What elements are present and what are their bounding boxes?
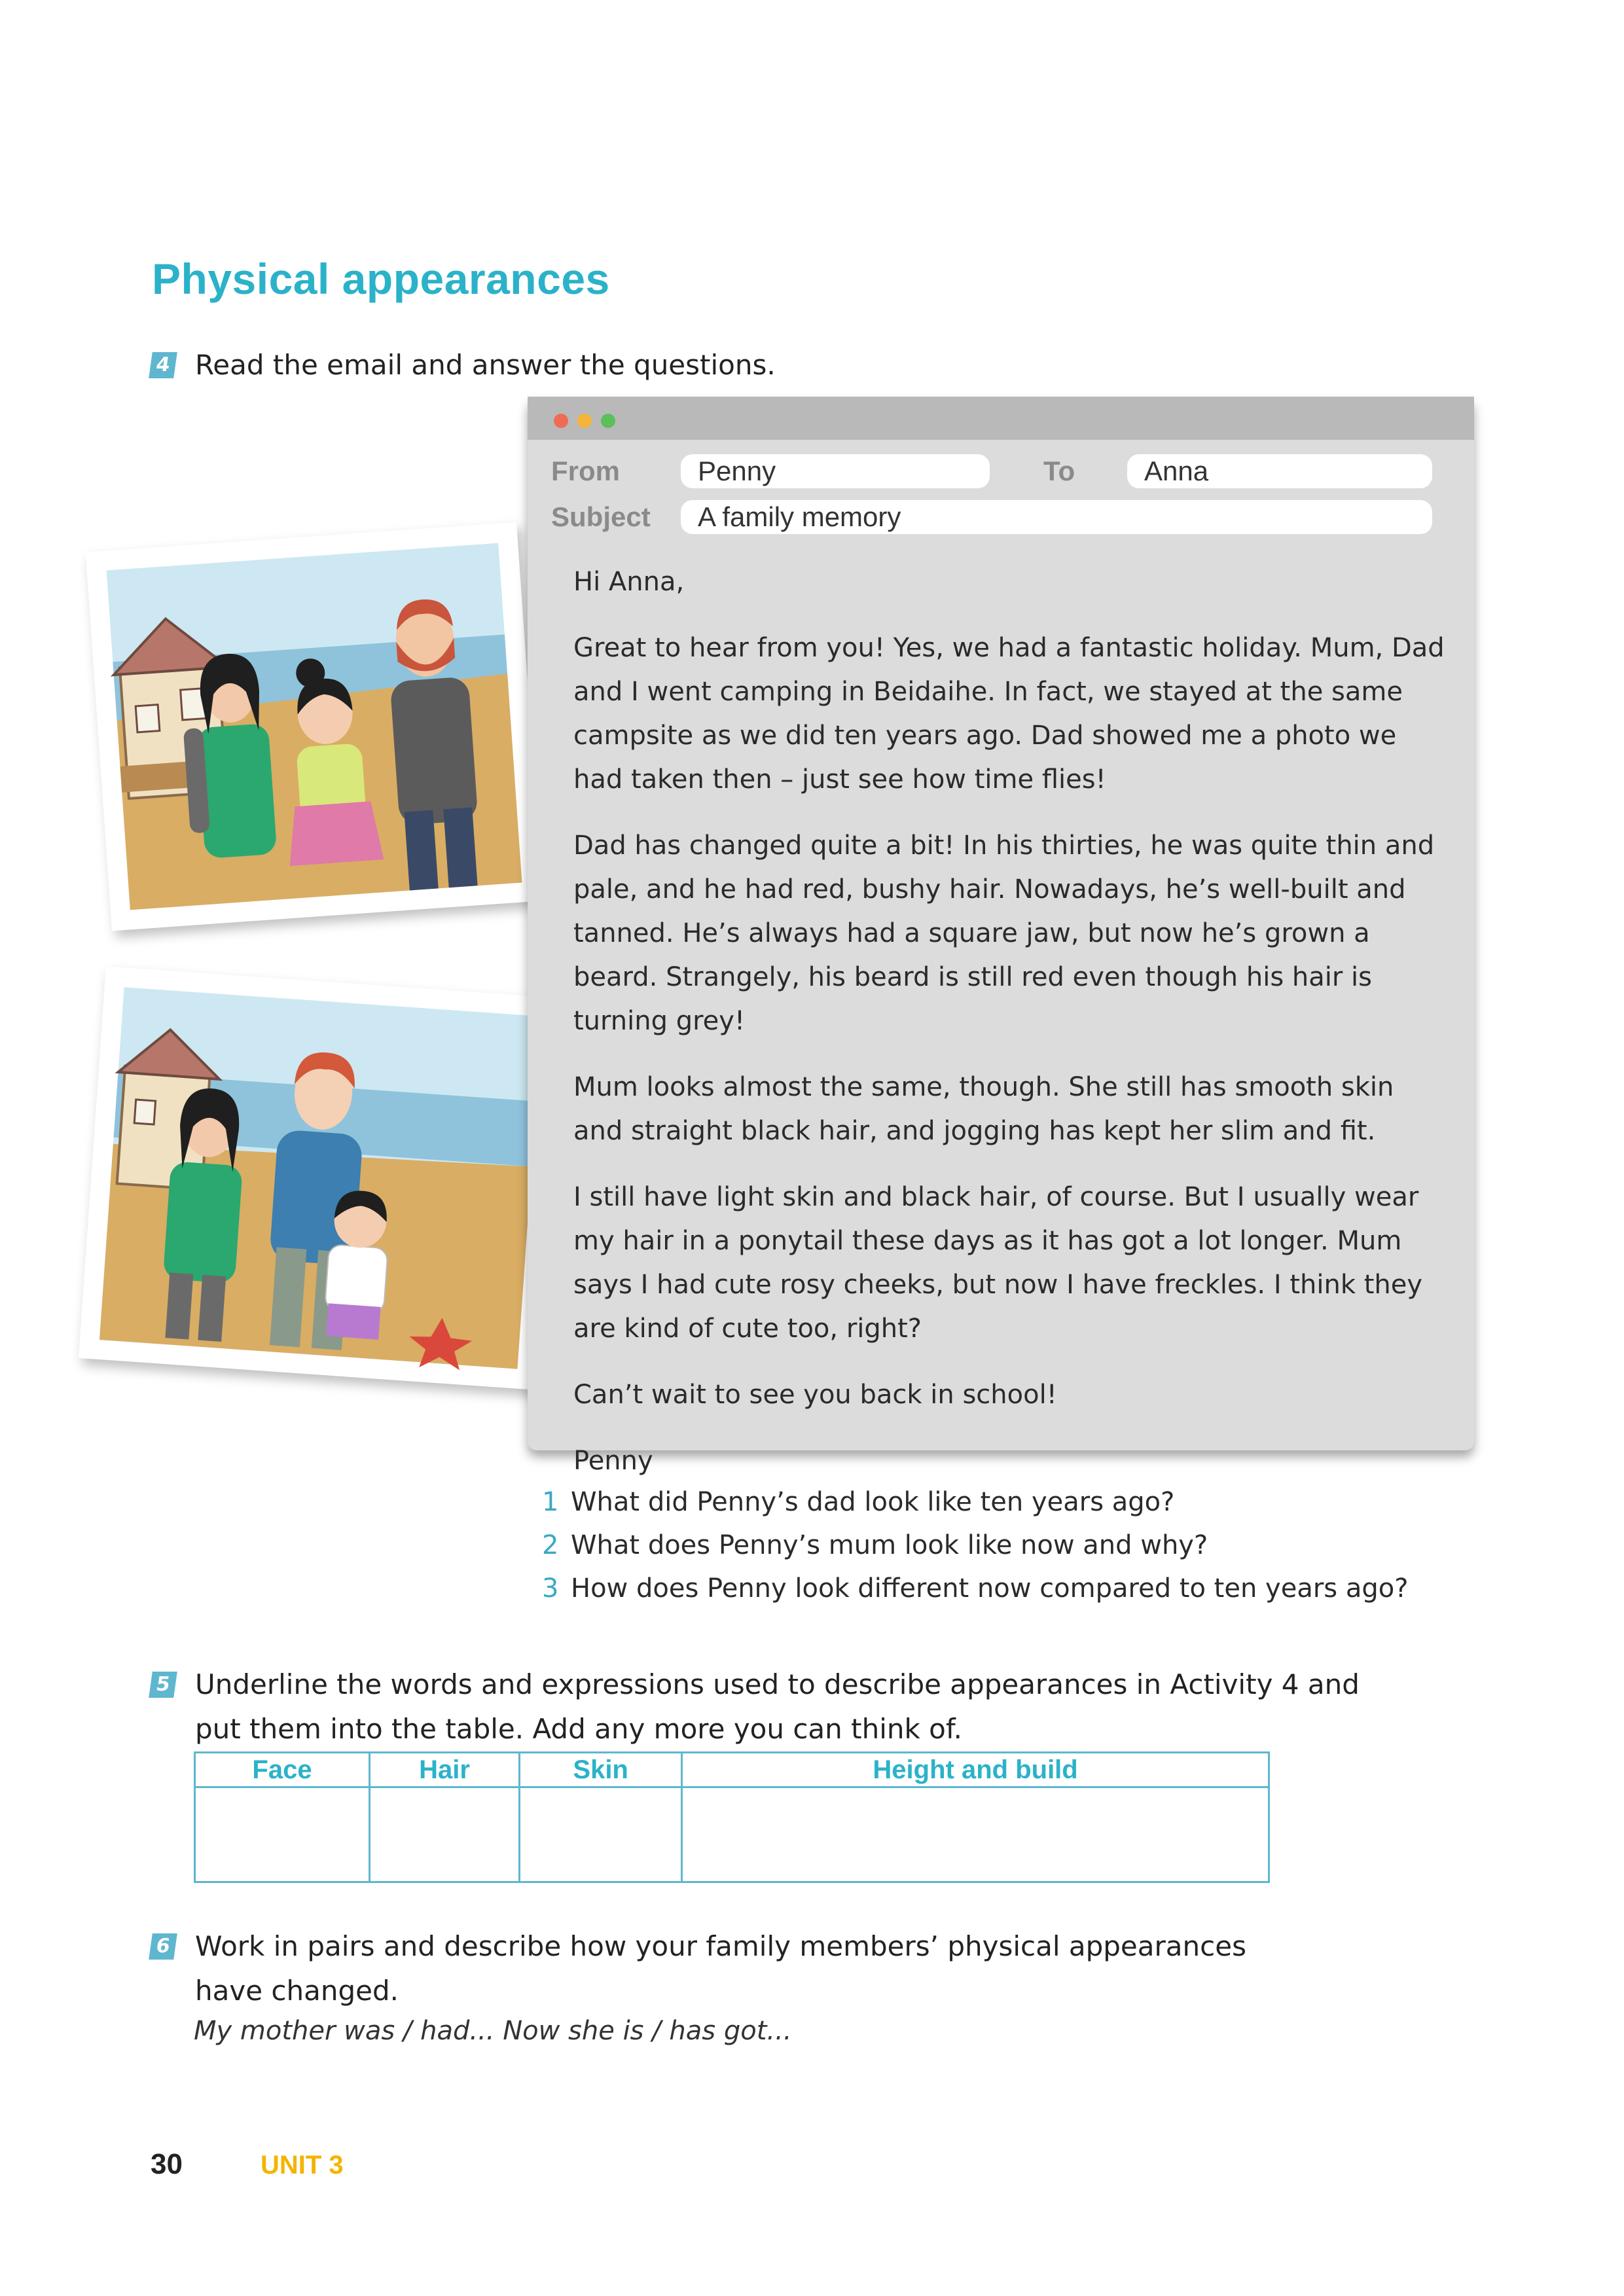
question-item (542, 1524, 1408, 1567)
question-text: How does Penny look different now compared to ten years ago? (571, 1573, 1409, 1604)
email-window (528, 397, 1474, 1476)
subject-field[interactable]: A family memory (681, 500, 1432, 534)
activity-6-instruction-line-1: Work in pairs and describe how your family members’ physical appearances (195, 1930, 1246, 1962)
email-body (573, 560, 1451, 1505)
email-paragraph-4: I still have light skin and black hair, of course. But I usually wear my hair in a ponytail these days as it has got a lot longer. Mum says I had cute rosy cheeks, but now I have freckles. I think they are kind of cute too, right? (573, 1182, 1423, 1344)
email-paragraph-2: Dad has changed quite a bit! In his thirties, he was quite thin and pale, and he had red, bushy hair. Nowadays, he’s well-built and tanned. He’s always had a square jaw, but now he’s grown a beard. Strangely, his beard is still red even though his hair is turning grey! (573, 831, 1435, 1036)
question-text: What does Penny’s mum look like now and why? (571, 1530, 1208, 1560)
appearance-vocab-table (194, 1751, 1270, 1883)
table-row (195, 1787, 1269, 1882)
question-list (542, 1480, 1408, 1610)
unit-label: UNIT 3 (261, 2151, 344, 2179)
photo-family-now (86, 522, 543, 931)
family-past-illustration (99, 987, 542, 1369)
activity-6-instruction-line-2: have changed. (195, 1975, 399, 2007)
to-label: To (1043, 456, 1075, 486)
question-text: What did Penny’s dad look like ten years ago? (571, 1487, 1175, 1517)
activity-5-instruction-line-1: Underline the words and expressions used to describe appearances in Activity 4 and (195, 1668, 1360, 1700)
activity-4-instruction: Read the email and answer the questions. (195, 349, 776, 381)
activity-6-number: 6 (149, 1933, 177, 1960)
email-paragraph-5: Can’t wait to see you back in school! (573, 1380, 1057, 1410)
photo-family-ten-years-ago (79, 966, 563, 1390)
table-cell-face[interactable] (195, 1787, 370, 1882)
activity-4-number: 4 (149, 352, 177, 378)
page-number: 30 (151, 2148, 183, 2180)
email-greeting: Hi Anna, (573, 567, 685, 597)
question-item (542, 1480, 1408, 1524)
activity-5-instruction-line-2: put them into the table. Add any more you can think of. (195, 1713, 962, 1745)
table-cell-skin[interactable] (520, 1787, 682, 1882)
question-item (542, 1567, 1408, 1610)
table-cell-hair[interactable] (370, 1787, 520, 1882)
section-title: Physical appearances (152, 255, 610, 303)
activity-5-number: 5 (149, 1672, 177, 1698)
email-paragraph-3: Mum looks almost the same, though. She still has smooth skin and straight black hair, and jogging has kept her slim and fit. (573, 1072, 1394, 1146)
close-window-icon[interactable] (554, 414, 568, 428)
table-header-skin: Skin (520, 1753, 682, 1787)
table-header-face: Face (195, 1753, 370, 1787)
question-number: 2 (542, 1530, 559, 1560)
email-title-bar (528, 397, 1474, 440)
minimize-window-icon[interactable] (577, 414, 592, 428)
to-field[interactable]: Anna (1127, 454, 1432, 488)
maximize-window-icon[interactable] (601, 414, 615, 428)
question-number: 3 (542, 1573, 559, 1604)
email-paragraph-1: Great to hear from you! Yes, we had a fantastic holiday. Mum, Dad and I went camping in Beidaihe. In fact, we stayed at the same campsite as we did ten years ago. Dad showed me a photo we had taken then – just see how time flies! (573, 633, 1445, 795)
table-header-height-build: Height and build (682, 1753, 1269, 1787)
from-field[interactable]: Penny (681, 454, 990, 488)
table-header-row (195, 1753, 1269, 1787)
table-header-hair: Hair (370, 1753, 520, 1787)
activity-6-example: My mother was / had... Now she is / has got... (194, 2016, 792, 2046)
from-label: From (551, 456, 620, 486)
email-signature: Penny (573, 1446, 653, 1476)
table-cell-height-build[interactable] (682, 1787, 1269, 1882)
family-now-illustration (107, 543, 522, 910)
question-number: 1 (542, 1487, 559, 1517)
subject-label: Subject (551, 501, 651, 532)
